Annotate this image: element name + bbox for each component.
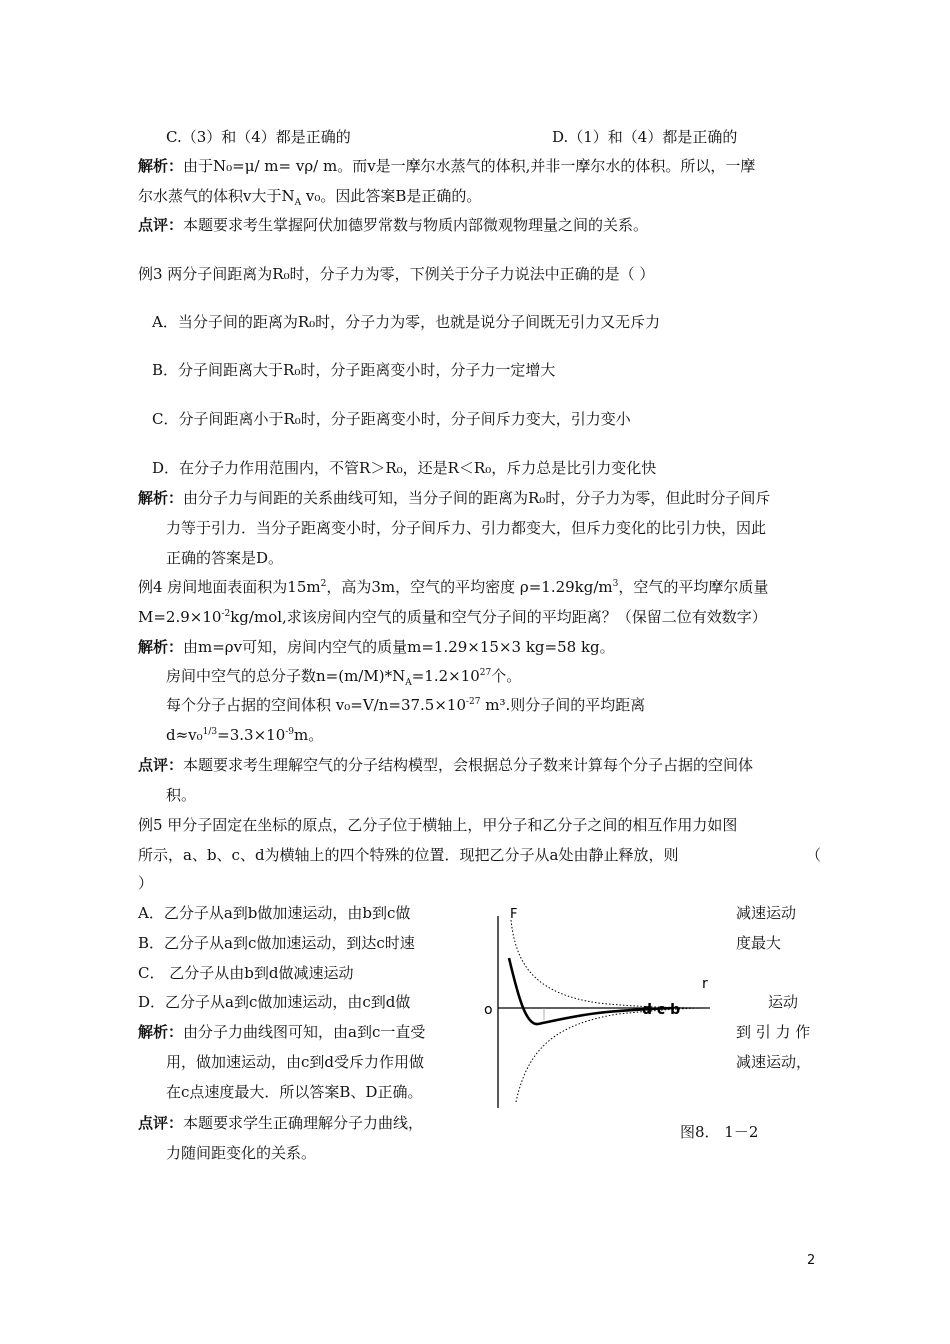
example-3-option-b: B．分子间距离大于R₀时，分子距离变小时，分子力一定增大 <box>152 361 556 379</box>
example-3-option-d: D．在分子力作用范围内，不管R＞R₀，还是R＜R₀，斥力总是比引力变化快 <box>152 459 657 477</box>
example-5-option-b-end: 度最大 <box>736 934 782 952</box>
analysis-paragraph <box>138 156 755 176</box>
analysis-text <box>166 725 323 745</box>
analysis-text: =1.2×10 <box>411 667 480 685</box>
analysis-text: =3.3×10 <box>217 726 286 744</box>
option-d: D.（1）和（4）都是正确的 <box>552 128 738 146</box>
superscript: 2 <box>320 579 327 589</box>
analysis-text: 正确的答案是D。 <box>166 549 284 567</box>
analysis-text: 用，做加速运动，由c到d受斥力作用做 <box>166 1053 425 1071</box>
comment-text: 力随间距变化的关系。 <box>166 1144 317 1162</box>
comment-text: 积。 <box>166 786 197 804</box>
analysis-text: m³.则分子间的平均距离 <box>480 696 646 714</box>
repulsion-curve <box>511 920 706 1008</box>
analysis-text: 由分子力曲线图可知，由a到c一直受 <box>183 1023 426 1041</box>
subscript: A <box>294 198 302 208</box>
example-5-option-d: D．乙分子从a到c做加速运动，由c到d做 <box>138 993 411 1011</box>
example-4-comment <box>138 755 753 775</box>
comment-text: 本题要求学生正确理解分子力曲线， <box>183 1114 424 1132</box>
example-text: ，高为3m，空气的平均密度 ρ=1.29kg/m <box>326 578 613 596</box>
example-5-line-1: 例5 甲分子固定在坐标的原点，乙分子位于横轴上，甲分子和乙分子之间的相互作用力如图 <box>138 816 738 834</box>
example-4-line-1 <box>138 577 768 597</box>
example-5-option-b: B．乙分子从a到c做加速运动，到达c时速 <box>138 934 415 952</box>
analysis-label: 解析： <box>138 638 184 656</box>
superscript: -9 <box>285 727 295 737</box>
y-axis-label: F <box>510 907 518 922</box>
analysis-label: 解析： <box>138 157 184 175</box>
example-3-option-a: A．当分子间的距离为R₀时，分子力为零，也就是说分子间既无引力又无斥力 <box>152 313 661 331</box>
x-axis-label: r <box>702 976 708 992</box>
example-5-option-a-end: 减速运动 <box>736 904 797 922</box>
points-label: d c b <box>642 1002 681 1018</box>
analysis-text: 在c点速度最大．所以答案B、D正确。 <box>166 1083 423 1101</box>
answer-paren-open: （ <box>806 846 822 864</box>
analysis-text: 由于N₀=μ/ m= vρ/ m。而v是一摩尔水蒸气的体积,并非一摩尔水的体积。所以，一摩 <box>183 157 756 175</box>
analysis-text: 减速运动， <box>736 1053 812 1071</box>
superscript: 27 <box>479 668 492 678</box>
analysis-text: m。 <box>294 726 324 744</box>
analysis-text <box>166 666 521 686</box>
example-5-option-c: C． 乙分子从由b到d做减速运动 <box>138 964 354 982</box>
origin-label: o <box>484 1002 493 1018</box>
example-5-comment <box>138 1113 423 1133</box>
analysis-text: 个。 <box>491 667 522 685</box>
analysis-label: 解析： <box>138 489 184 507</box>
analysis-text <box>166 695 645 715</box>
superscript: 3 <box>612 579 619 589</box>
example-5-option-d-end: 运动 <box>768 993 799 1011</box>
example-3-option-c: C．分子间距离小于R₀时，分子距离变小时，分子间斥力变大，引力变小 <box>152 410 631 428</box>
example-5-analysis <box>138 1022 425 1042</box>
analysis-text: d≈v₀ <box>166 726 203 744</box>
comment-label: 点评： <box>138 216 184 234</box>
analysis-text: 到 引 力 作 <box>736 1023 811 1041</box>
superscript: 1/3 <box>202 727 218 737</box>
superscript: -27 <box>466 697 481 707</box>
example-5-line-2: 所示，a、b、c、d为横轴上的四个特殊的位置．现把乙分子从a处由静止释放，则 <box>138 846 679 864</box>
analysis-text: 由分子力与间距的关系曲线可知，当分子间的距离为R₀时，分子力为零，但此时分子间斥 <box>183 489 771 507</box>
example-text: ，空气的平均摩尔质量 <box>618 578 769 596</box>
analysis-text: 每个分子占据的空间体积 v₀=V/n=37.5×10 <box>166 696 466 714</box>
example-text: M=2.9×10 <box>138 608 222 626</box>
example-4-analysis <box>138 637 615 657</box>
example-3-title: 例3 两分子间距离为R₀时，分子力为零，下例关于分子力说法中正确的是（ ） <box>138 265 655 283</box>
analysis-text: 力等于引力．当分子距离变小时，分子间斥力、引力都变大，但斥力变化的比引力快，因此 <box>166 519 767 537</box>
subscript: A <box>405 678 412 688</box>
comment-text: 本题要求考生掌握阿伏加德罗常数与物质内部微观物理量之间的关系。 <box>183 216 649 234</box>
analysis-text: 由m=ρv可知，房间内空气的质量m=1.29×15×3 kg=58 kg。 <box>183 638 615 656</box>
analysis-text: 尔水蒸气的体积v大于N <box>138 187 295 205</box>
comment-label: 点评： <box>138 1114 184 1132</box>
force-curve-figure <box>478 896 728 1114</box>
example-4-line-2 <box>138 607 767 627</box>
comment-text: 本题要求考生理解空气的分子结构模型，会根据总分子数来计算每个分子占据的空间体 <box>183 756 754 774</box>
comment-label: 点评： <box>138 756 184 774</box>
option-c: C.（3）和（4）都是正确的 <box>166 128 351 146</box>
page-number: 2 <box>807 1253 816 1268</box>
example-text: 例4 房间地面表面积为15m <box>138 578 321 596</box>
analysis-text: 房间中空气的总分子数n=(m/M)*N <box>166 667 406 685</box>
analysis-continuation <box>138 186 481 206</box>
comment-paragraph <box>138 215 648 235</box>
analysis-text: v₀。因此答案B是正确的。 <box>301 187 482 205</box>
figure-caption: 图8． 1－2 <box>680 1123 759 1141</box>
answer-paren-close: ） <box>138 874 154 892</box>
example-3-analysis <box>138 488 770 508</box>
example-text: kg/mol,求该房间内空气的质量和空气分子间的平均距离？（保留二位有效数字） <box>230 608 767 626</box>
superscript: -2 <box>221 609 231 619</box>
analysis-label: 解析： <box>138 1023 184 1041</box>
example-5-option-a: A．乙分子从a到b做加速运动，由b到c做 <box>138 904 411 922</box>
